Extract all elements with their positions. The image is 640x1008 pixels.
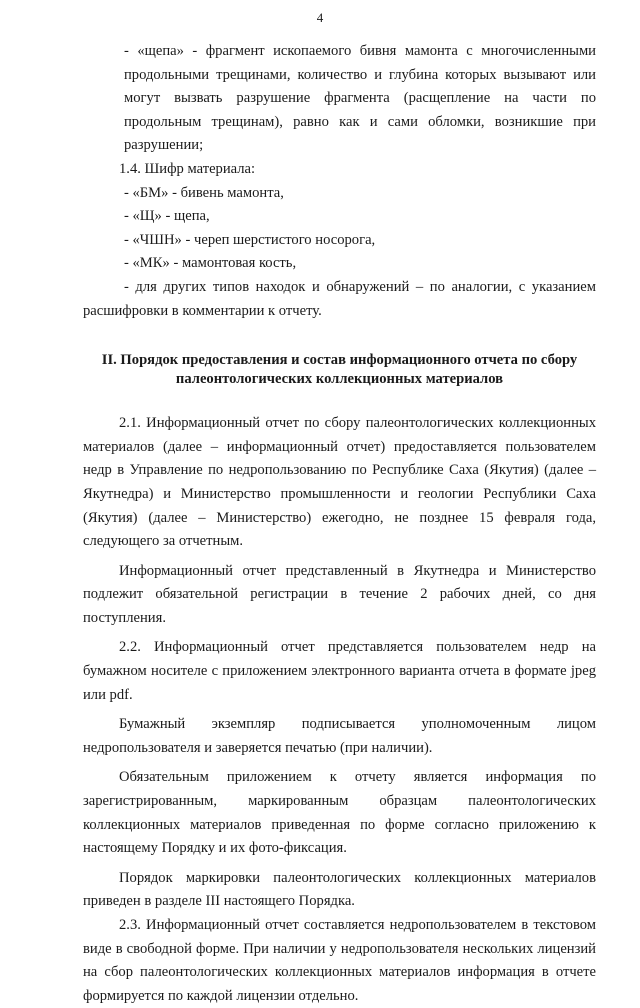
intro-paragraph: - «щепа» - фрагмент ископаемого бивня мамонта с многочисленными продольными трещинами, количество и глубина которых вызывают или могут вызвать разрушение фрагмента (расщепление на части по продольным трещинам), равно как и сами обломки, возникшие при разрушении;: [124, 43, 596, 154]
paragraph-2-3: 2.3. Информационный отчет составляется недропользователем в текстовом виде в свободной форме. При наличии у недропользователя нескольких лицензий на сбор палеонтологических коллекционных материалов информация в отчете формируется по каждой лицензии отдельно.: [83, 917, 596, 1004]
page-number: 4: [316, 10, 324, 25]
cipher-item: - «БМ» - бивень мамонта,: [124, 184, 284, 201]
paragraph: Бумажный экземпляр подписывается уполномоченным лицом недропользователя и заверяется печатью (при наличии).: [83, 716, 596, 756]
cipher-item: - «Щ» - щепа,: [124, 208, 210, 225]
cipher-item: - «ЧШН» - череп шерстистого носорога,: [124, 231, 376, 248]
section-heading: [83, 351, 596, 389]
paragraph: Порядок маркировки палеонтологических коллекционных материалов приведен в разделе III настоящего Порядка.: [83, 869, 596, 910]
section-heading-line: II. Порядок предоставления и состав информационного отчета по сбору: [101, 352, 578, 369]
cipher-item: - для других типов находок и обнаружений – по аналогии, с указанием расшифровки в комментарии к отчету.: [83, 278, 596, 319]
paragraph-2-1: 2.1. Информационный отчет по сбору палеонтологических коллекционных материалов (далее – информационный отчет) предоставляется пользователем недр в Управление по недропользованию по Республике Саха (Якутия) (далее – Якутнедра) и Министерство промышленности и геологии Республики Саха (Якутия) (далее – Министерство) ежегодно, не позднее 15 февраля года, следующего за отчетным.: [83, 415, 596, 550]
section-heading-line: палеонтологических коллекционных материалов: [175, 371, 504, 388]
cipher-title: 1.4. Шифр материала:: [119, 160, 256, 177]
cipher-item: - «МК» - мамонтовая кость,: [124, 255, 297, 272]
paragraph: Информационный отчет представленный в Якутнедра и Министерство подлежит обязательной регистрации в течение 2 рабочих дней, со дня поступления.: [83, 562, 596, 626]
paragraph-2-2: 2.2. Информационный отчет представляется пользователем недр на бумажном носителе с приложением электронного варианта отчета в формате jpeg или pdf.: [83, 639, 596, 703]
document-body: [83, 40, 596, 1008]
paragraph: Обязательным приложением к отчету является информация по зарегистрированным, маркированным образцам палеонтологических коллекционных материалов приведенная по форме согласно приложению к настоящему Порядку и их фото-фиксация.: [83, 769, 596, 857]
